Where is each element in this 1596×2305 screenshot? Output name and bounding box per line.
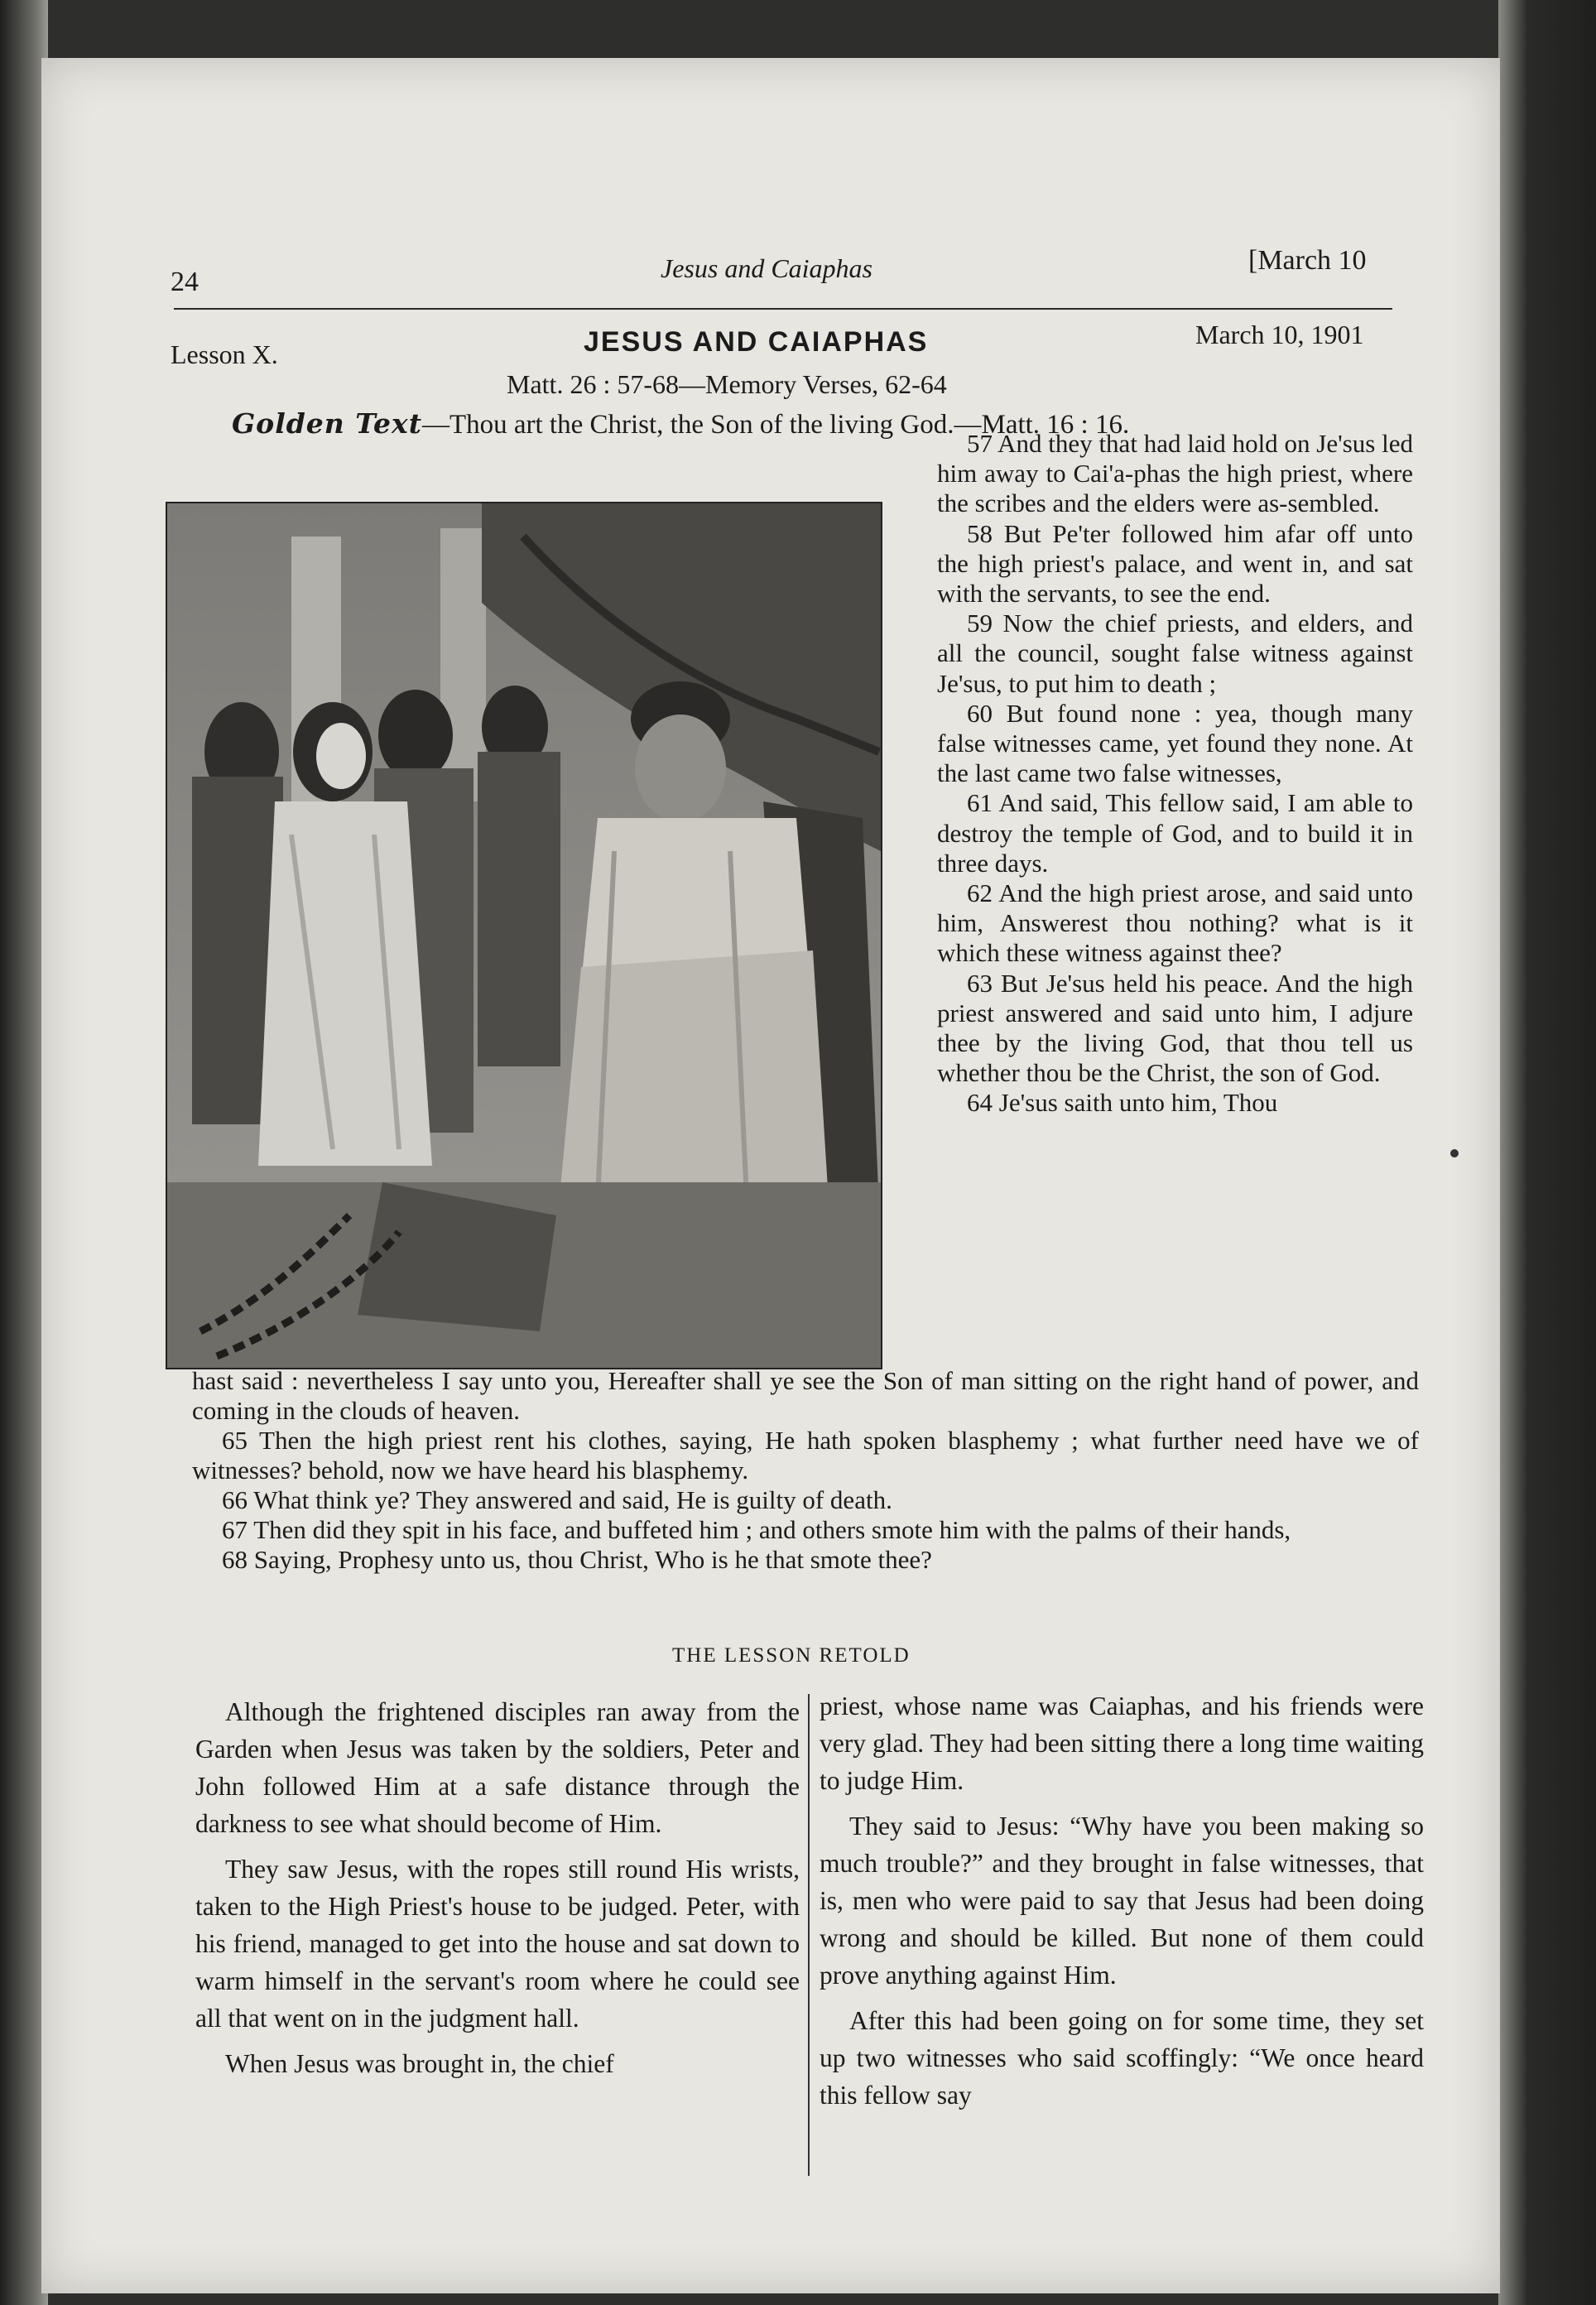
verses-full-width bbox=[192, 1366, 1419, 1575]
retold-right-paragraph-1: priest, whose name was Caiaphas, and his friends were very glad. They had been sitting there a long time waiting to judge Him. bbox=[820, 1691, 1424, 1795]
verses-right-column bbox=[937, 429, 1413, 1119]
verse-67: 67 Then did they spit in his face, and buffeted him ; and others smote him with the palms of their hands, bbox=[222, 1515, 1291, 1544]
verse-58: 58 But Pe'ter followed him afar off unto the high priest's palace, and went in, and sat with the servants, to see the end. bbox=[937, 518, 1413, 609]
running-title: Jesus and Caiaphas bbox=[661, 253, 873, 283]
retold-right-column bbox=[820, 1687, 1424, 2122]
lesson-retold-heading: THE LESSON RETOLD bbox=[672, 1644, 911, 1667]
illustration-jesus-before-caiaphas bbox=[166, 502, 882, 1369]
page-number: 24 bbox=[171, 267, 199, 297]
column-divider bbox=[808, 1694, 810, 2176]
engraving-illustration bbox=[167, 503, 881, 1368]
running-date: [March 10 bbox=[1248, 245, 1367, 276]
retold-left-paragraph-1: Although the frightened disciples ran away from the Garden when Jesus was taken by the soldiers, Peter and John followed Him at a safe distance through the darkness to see what should become of Him. bbox=[195, 1697, 800, 1838]
page-edge bbox=[1498, 0, 1596, 2305]
verse-64-continued: hast said : nevertheless I say unto you, Hereafter shall ye see the Son of man sitting on the right hand of power, and coming in the clouds of heaven. bbox=[192, 1366, 1419, 1425]
ink-speck bbox=[1450, 1149, 1459, 1157]
retold-right-paragraph-3: After this had been going on for some time, they set up two witnesses who said scoffingly: “We once heard this fellow say bbox=[820, 2006, 1424, 2110]
verse-57: 57 And they that had laid hold on Je'sus led him away to Cai'a-phas the high priest, where the scribes and the elders were as-sembled. bbox=[937, 429, 1413, 518]
verse-66: 66 What think ye? They answered and said, He is guilty of death. bbox=[222, 1485, 892, 1514]
retold-left-paragraph-3: When Jesus was brought in, the chief bbox=[225, 2049, 614, 2078]
retold-right-paragraph-2: They said to Jesus: “Why have you been making so much trouble?” and they brought in false witnesses, that is, men who were paid to say that Jesus had been doing wrong and should be killed. But none of them could prove anything against Him. bbox=[820, 1812, 1424, 1990]
verse-68: 68 Saying, Prophesy unto us, thou Christ, Who is he that smote thee? bbox=[222, 1545, 932, 1574]
golden-text: —Thou art the Christ, the Son of the living God.—Matt. 16 : 16. bbox=[421, 410, 1130, 440]
lesson-title: JESUS AND CAIAPHAS bbox=[584, 326, 929, 358]
retold-left-column bbox=[195, 1693, 800, 2091]
verse-62: 62 And the high priest arose, and said unto him, Answerest thou nothing? what is it which these witness against thee? bbox=[937, 878, 1413, 968]
lesson-date: March 10, 1901 bbox=[1195, 320, 1364, 349]
retold-left-paragraph-2: They saw Jesus, with the ropes still round His wrists, taken to the High Priest's house to be judged. Peter, with his friend, managed to get into the house and sat down to warm himself in the servant's room where he could see all that went on in the judgment hall. bbox=[195, 1855, 800, 2033]
scripture-reference: Matt. 26 : 57-68—Memory Verses, 62-64 bbox=[507, 369, 947, 399]
verse-60: 60 But found none : yea, though many false witnesses came, yet found they none. At the last came two false witnesses, bbox=[937, 698, 1413, 788]
verse-65: 65 Then the high priest rent his clothes, saying, He hath spoken blasphemy ; what further need have we of witnesses? behold, now we have heard his blasphemy. bbox=[192, 1426, 1419, 1485]
golden-text-label: Golden Text bbox=[232, 407, 422, 440]
lesson-number: Lesson X. bbox=[171, 339, 278, 369]
verse-61: 61 And said, This fellow said, I am able to destroy the temple of God, and to build it in three days. bbox=[937, 788, 1413, 878]
verse-63: 63 But Je'sus held his peace. And the high priest answered and said unto him, I adjure thee by the living God, that thou tell us whether thou be the Christ, the son of God. bbox=[937, 968, 1413, 1088]
verse-59: 59 Now the chief priests, and elders, and all the council, sought false witness against Je'sus, to put him to death ; bbox=[937, 609, 1413, 698]
header-rule bbox=[174, 308, 1392, 310]
verse-64: 64 Je'sus saith unto him, Thou bbox=[967, 1088, 1278, 1118]
